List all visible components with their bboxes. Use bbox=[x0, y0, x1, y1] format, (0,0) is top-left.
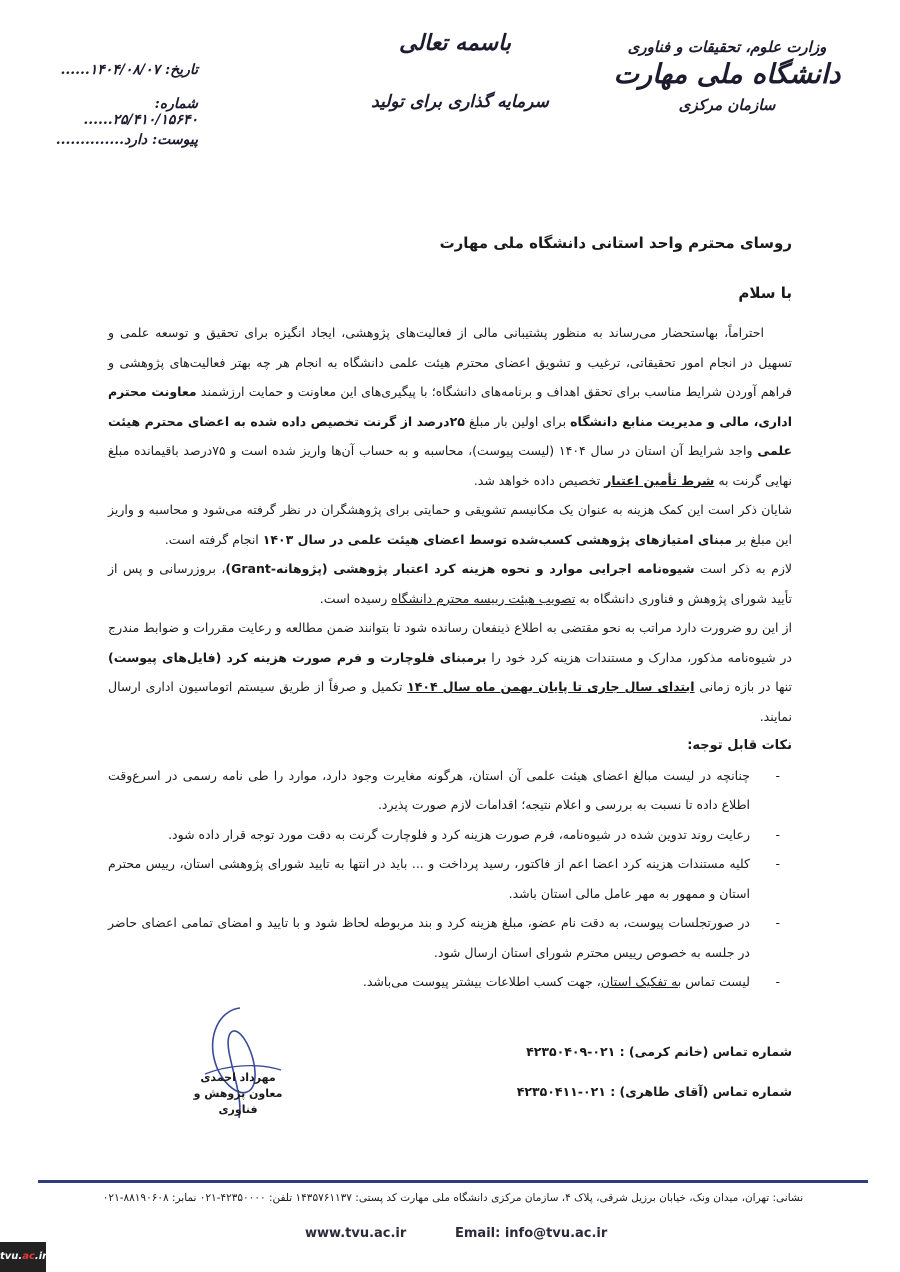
year-slogan: سرمایه گذاری برای تولید bbox=[371, 92, 549, 112]
underlined-text: به تفکیک استان bbox=[600, 974, 682, 989]
paragraph-4 bbox=[108, 613, 792, 731]
paragraph-3 bbox=[108, 554, 792, 613]
greeting: با سلام bbox=[738, 284, 792, 302]
list-item: - کلیه مستندات هزینه کرد اعضا اعم از فاکتور، رسید پرداخت و ... باید در انتها به تایید شورای پژوهشی استان، رییس محترم استان و ممهور به مهر عامل مالی استان باشد. bbox=[108, 849, 792, 908]
university-name: دانشگاه ملی مهارت bbox=[613, 59, 841, 90]
bold-text: شیوه‌نامه اجرایی موارد و نحوه هزینه کرد اعتبار پژوهشی (پژوهانه-Grant) bbox=[225, 561, 695, 576]
signatory-name: مهرداد احمدی bbox=[200, 1071, 276, 1084]
bold-text: برمبنای فلوچارت و فرم صورت هزینه کرد (فایل‌های پیوست) bbox=[108, 649, 487, 665]
website-link[interactable]: www.tvu.ac.ir bbox=[305, 1226, 407, 1241]
text: .ir bbox=[34, 1251, 48, 1262]
text: از این رو ضرورت دارد مراتب به نحو مقتضی به اطلاع ذینفعان رسانده شود تا بتوانند ضمن مطالعه و رعایت مقررات و ضوابط مندرج در شیوه‌نامه مذکور، مدارک و مستندات هزینه کرد خود را bbox=[108, 620, 792, 665]
text: احتراماً، بهاستحضار می‌رساند به منظور پشتیبانی مالی از فعالیت‌های پژوهشی، ایجاد انگیزه برای تحقیق و توسعه علمی و تسهیل در انجام امور تحقیقاتی، ترغیب و تشویق اعضای محترم هیئت علمی دانشگاه به انجام هر چه بهتر فعالیت‌های پژوهشی و فراهم آوردن شرایط مناسب برای تحقق اهداف و برنامه‌های دانشگاه؛ با پیگیری‌های این معاونت و حمایت ارزشمند bbox=[108, 325, 792, 399]
contact-taheri: شماره تماس (آقای طاهری) : ۰۲۱-۴۲۳۵۰۴۱۱ bbox=[516, 1084, 792, 1099]
text: تکمیل و صرفاً از طریق سیستم اتوماسیون اداری ارسال نمایند. bbox=[108, 679, 792, 724]
text: tvu. bbox=[0, 1251, 23, 1262]
text: برای اولین بار مبلغ bbox=[468, 413, 567, 429]
text: رسیده است. bbox=[319, 590, 388, 606]
text: انجام گرفته است. bbox=[164, 531, 259, 547]
letter-number: شماره: ۲۵/۴۱۰/۱۵۶۴۰...... bbox=[83, 96, 198, 128]
notes-title: نکات قابل توجه: bbox=[687, 738, 792, 753]
list-item: - چنانچه در لیست مبالغ اعضای هیئت علمی آن استان، هرگونه مغایرت وجود دارد، موارد را طی نامه رسمی در اسرع‌وقت اطلاع داده تا نسبت به بررسی و اعلام نتیجه؛ اقدامات لازم صورت پذیرد. bbox=[108, 761, 792, 820]
email-link[interactable]: Email: info@tvu.ac.ir bbox=[455, 1226, 608, 1241]
text: ، جهت کسب اطلاعات بیشتر پیوست می‌باشد. bbox=[362, 974, 601, 989]
letter-body bbox=[108, 318, 792, 997]
underlined-text: ابتدای سال جاری تا پایان بهمن ماه سال ۱۴۰۴ bbox=[407, 679, 695, 694]
organization-name: سازمان مرکزی bbox=[678, 95, 776, 114]
text: لیست تماس bbox=[685, 974, 750, 989]
ministry-name: وزارت علوم، تحقیقات و فناوری bbox=[627, 38, 827, 56]
letter-attachment: پیوست: دارد.............. bbox=[55, 132, 198, 148]
text: شایان ذکر است این کمک هزینه به عنوان یک مکانیسم تشویقی و حمایتی برای پژوهشگران در نظر گرفته می‌شود و محاسبه و واریز این مبلغ بر bbox=[108, 502, 792, 547]
site-watermark-badge bbox=[0, 1242, 46, 1272]
text: لازم به ذکر است bbox=[699, 561, 792, 576]
text: تنها در بازه زمانی bbox=[699, 679, 793, 694]
signatory bbox=[178, 1070, 298, 1118]
contact-karami: شماره تماس (خانم کرمی) : ۰۲۱-۴۲۳۵۰۴۰۹ bbox=[526, 1044, 792, 1059]
list-item: - رعایت روند تدوین شده در شیوه‌نامه، فرم صورت هزینه کرد و فلوچارت گرنت به دقت مورد توجه قرار داده شود. bbox=[108, 820, 792, 850]
paragraph-1 bbox=[108, 318, 792, 495]
letterhead-logo bbox=[612, 38, 842, 114]
letter-date: تاریخ: ۱۴۰۴/۰۸/۰۷...... bbox=[60, 62, 198, 78]
paragraph-2 bbox=[108, 495, 792, 554]
bold-text: ۲۵درصد از گرنت تخصیص داده شده به اعضای محترم هیئت علمی bbox=[108, 413, 792, 458]
list-item bbox=[108, 967, 792, 997]
text: ac bbox=[22, 1251, 35, 1262]
text: ، بروزرسانی و پس از تأیید شورای پژوهش و فناوری دانشگاه به bbox=[108, 561, 792, 606]
signatory-title: معاون پژوهش و فناوری bbox=[193, 1087, 283, 1116]
text: واجد شرایط آن استان در سال ۱۴۰۴ (لیست پیوست)، محاسبه و به حساب آن‌ها واریز شده است و ۷۵درصد باقیمانده مبلغ نهایی گرنت به bbox=[108, 443, 792, 488]
underlined-text: شرط تأمین اعتبار bbox=[604, 472, 715, 488]
recipient-line: روسای محترم واحد استانی دانشگاه ملی مهارت bbox=[439, 234, 792, 252]
bismillah: باسمه تعالی bbox=[399, 30, 511, 56]
bold-text: مبنای امتیازهای پژوهشی کسب‌شده توسط اعضای هیئت علمی در سال ۱۴۰۳ bbox=[262, 531, 732, 547]
notes-list bbox=[108, 761, 792, 997]
underlined-text: تصویب هیئت رییسه محترم دانشگاه bbox=[391, 590, 576, 606]
footer-divider bbox=[38, 1180, 868, 1183]
list-item: - در صورتجلسات پیوست، به دقت نام عضو، مبلغ هزینه کرد و بند مربوطه لحاظ شود و با تایید و امضای تمامی اعضای حاضر در جلسه به خصوص رییس محترم شورای استان ارسال شود. bbox=[108, 908, 792, 967]
footer-address: نشانی: تهران، میدان ونک، خیابان برزیل شرقی، پلاک ۴، سازمان مرکزی دانشگاه ملی مهارت کد پستی: ۱۴۳۵۷۶۱۱۳۷ تلفن: ۴۲۳۵۰۰۰۰-۰۲۱ نمابر: ۸۸۱۹۰۶۰۸-۰۲۱ bbox=[102, 1192, 804, 1204]
text: تخصیص داده خواهد شد. bbox=[473, 472, 601, 488]
bold-text: معاونت محترم اداری، مالی و مدیریت منابع دانشگاه bbox=[108, 384, 792, 429]
